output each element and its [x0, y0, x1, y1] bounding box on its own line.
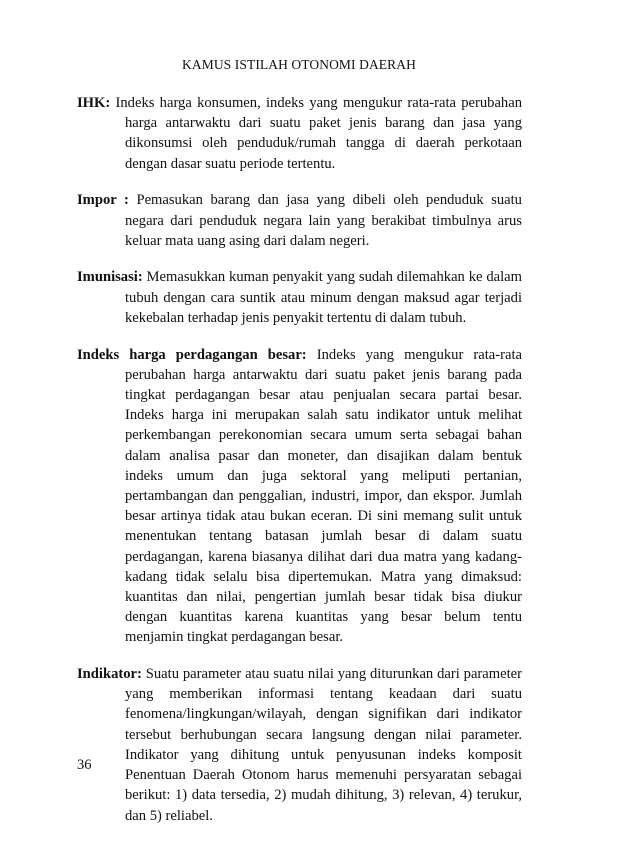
glossary-entry-impor	[77, 190, 522, 251]
glossary-entry-imunisasi	[77, 267, 522, 328]
glossary-definition: Memasukkan kuman penyakit yang sudah dilemahkan ke dalam tubuh dengan cara suntik atau minum dengan maksud agar terjadi kekebalan terhadap jenis penyakit tertentu di dalam tubuh.	[125, 269, 522, 326]
glossary-definition: Indeks harga konsumen, indeks yang mengukur rata-rata perubahan harga antarwaktu dari suatu paket jenis barang dan jasa yang dikonsumsi oleh penduduk/rumah tangga di daerah perkotaan dengan dasar suatu periode tertentu.	[115, 95, 523, 172]
running-header-title: KAMUS ISTILAH OTONOMI DAERAH	[182, 57, 416, 72]
glossary-term: Impor :	[77, 192, 129, 209]
glossary-content	[77, 93, 522, 842]
glossary-entry-indeks-harga-perdagangan-besar	[77, 345, 522, 648]
glossary-term: Indeks harga perdagangan besar:	[77, 346, 307, 363]
glossary-definition: Pemasukan barang dan jasa yang dibeli oleh penduduk suatu negara dari penduduk negara lain yang berakibat timbulnya arus keluar mata uang asing dari dalam negeri.	[125, 192, 522, 249]
running-header	[0, 57, 638, 73]
glossary-term: IHK:	[77, 95, 111, 111]
glossary-term: Indikator:	[77, 666, 142, 683]
glossary-entry-ihk	[77, 93, 522, 174]
page-number: 36	[77, 757, 92, 773]
glossary-definition: Suatu parameter atau suatu nilai yang diturunkan dari parameter yang memberikan informasi tentang keadaan dari suatu fenomena/lingkungan/wilayah, dengan signifikan dari indikator tersebut berhubungan secara langsung dengan nilai parameter. Indikator yang dihitung untuk penyusunan indeks komposit Penentuan Daerah Otonom harus memenuhi persyaratan sebagai berikut: 1) data tersedia, 2) mudah dihitung, 3) relevan, 4) terukur, dan 5) reliabel.	[125, 666, 522, 824]
glossary-entry-indikator	[77, 664, 522, 826]
glossary-term: Imunisasi:	[77, 269, 143, 286]
glossary-definition: Indeks yang mengukur rata-rata perubahan harga antarwaktu dari suatu paket jenis barang pada tingkat perdagangan besar atau penjualan secara partai besar. Indeks harga ini merupakan salah satu indikator untuk melihat perkembangan perekonomian secara umum serta sebagai bahan dalam analisa pasar dan moneter, dan disajikan dalam bentuk indeks umum dan juga sektoral yang meliputi pertanian, pertambangan dan penggalian, industri, impor, dan ekspor. Jumlah besar artinya tidak atau bukan eceran. Di sini memang sulit untuk menentukan tentang batasan jumlah besar di dalam suatu perdagangan, karena biasanya dilihat dari dua matra yang kadang-kadang tidak selalu bisa dipertemukan. Matra yang dimaksud: kuantitas dan nilai, pengertian jumlah besar tidak bisa diukur dengan kuantitas karena kuantitas yang besar belum tentu menjamin tingkat perdagangan besar.	[125, 346, 523, 646]
